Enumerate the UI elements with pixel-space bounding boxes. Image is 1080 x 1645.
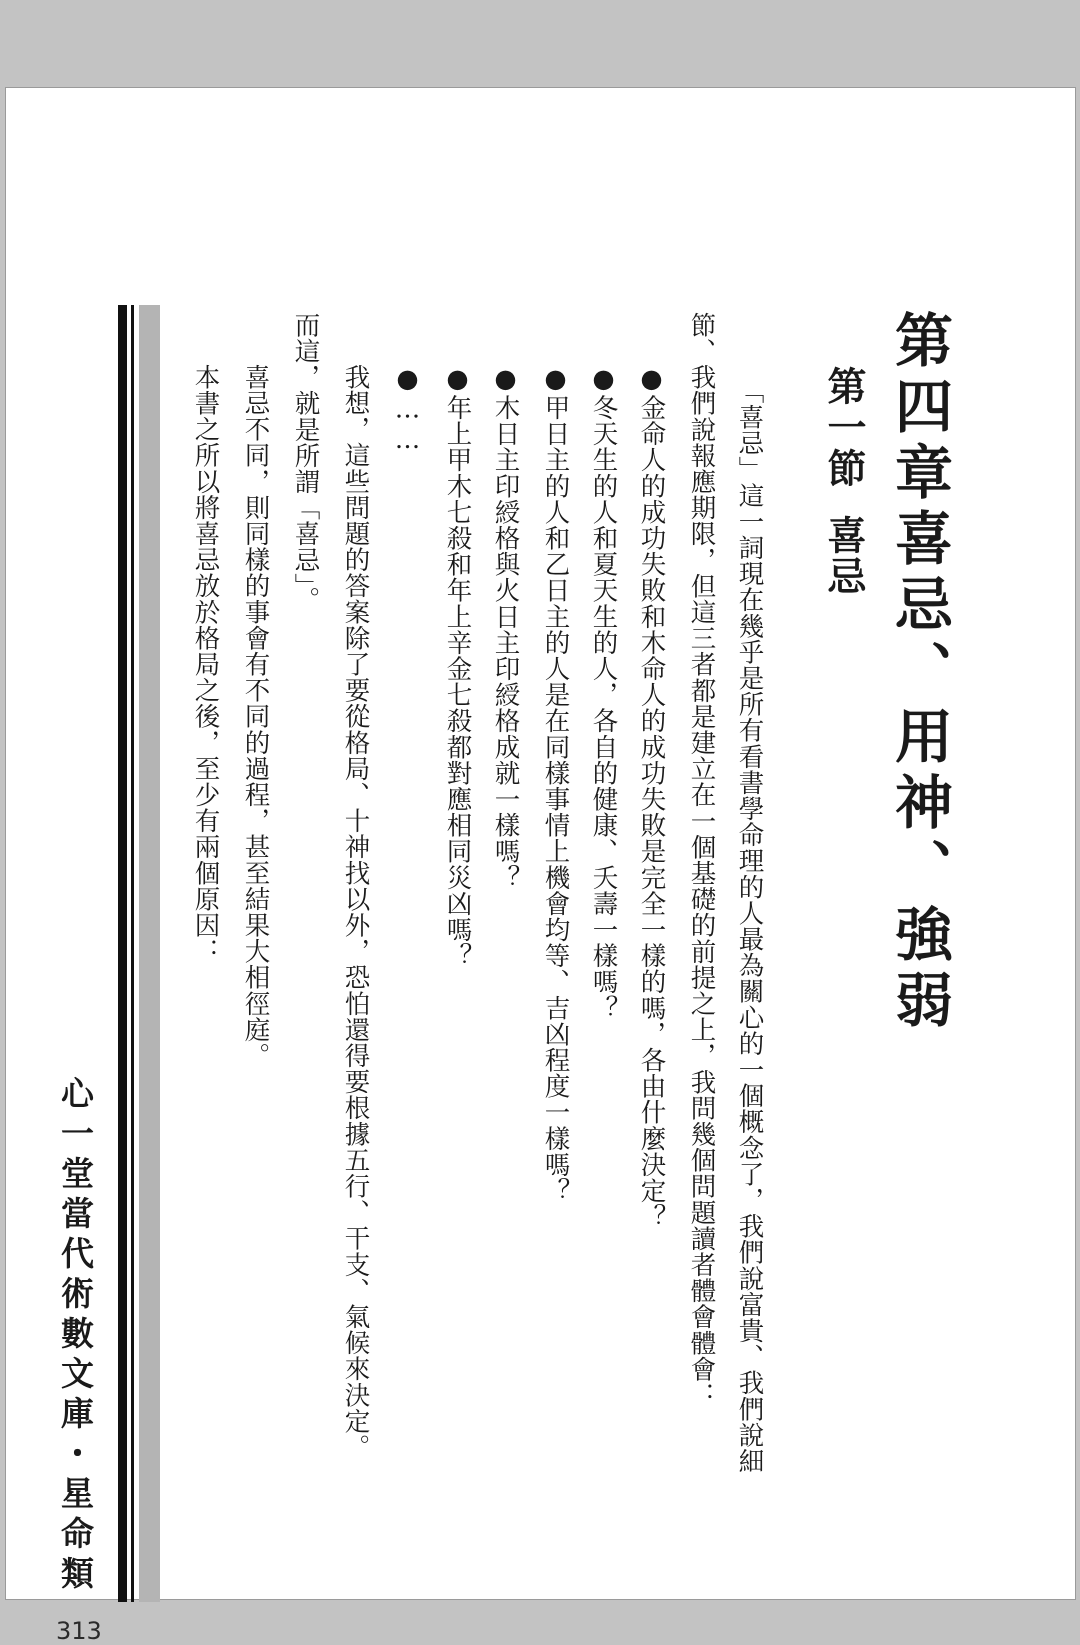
body-line: 我想，這些問題的答案除了要從格局、十神找以外，恐怕還得要根據五行、干支、氣候來決定。 — [340, 364, 371, 1461]
chapter-title: 第四章喜忌、用神、強弱 — [885, 310, 953, 1036]
body-line: 喜忌不同，則同樣的事會有不同的過程，甚至結果大相徑庭。 — [240, 364, 271, 1069]
body-line: 節、我們說報應期限，但這三者都是建立在一個基礎的前提之上，我問幾個問題讀者體會體會： — [686, 312, 717, 1409]
bullet-item: ●金命人的成功失敗和木命人的成功失敗是完全一樣的嗎，各由什麼決定？ — [636, 364, 667, 1230]
body-line: 本書之所以將喜忌放於格局之後，至少有兩個原因： — [190, 364, 221, 965]
book-page — [5, 87, 1076, 1645]
margin-rule-thin — [131, 305, 134, 1602]
bullet-item: ●…… — [392, 364, 423, 456]
bullet-item: ●冬天生的人和夏天生的人，各自的健康、夭壽一樣嗎？ — [588, 364, 619, 1021]
series-title: 心一堂當代術數文庫・星命類 — [56, 1076, 95, 1596]
bullet-item: ●木日主印綬格與火日主印綬格成就一樣嗎？ — [490, 364, 521, 891]
bullet-item: ●甲日主的人和乙日主的人是在同樣事情上機會均等、吉凶程度一樣嗎？ — [540, 364, 571, 1204]
margin-rule-grey-band — [139, 305, 160, 1602]
body-line: 而這，就是所謂「喜忌」。 — [290, 312, 321, 613]
margin-rule-thick — [118, 305, 127, 1602]
body-line: 「喜忌」這一詞現在幾乎是所有看書學命理的人最為關心的一個概念了，我們說富貴、我們說細 — [734, 378, 765, 1475]
section-heading — [821, 366, 867, 597]
page-number: 313 — [56, 1617, 102, 1645]
bullet-item: ●年上甲木七殺和年上辛金七殺都對應相同災凶嗎？ — [442, 364, 473, 969]
section-title: 喜忌 — [821, 515, 867, 597]
section-number: 第一節 — [821, 366, 867, 489]
